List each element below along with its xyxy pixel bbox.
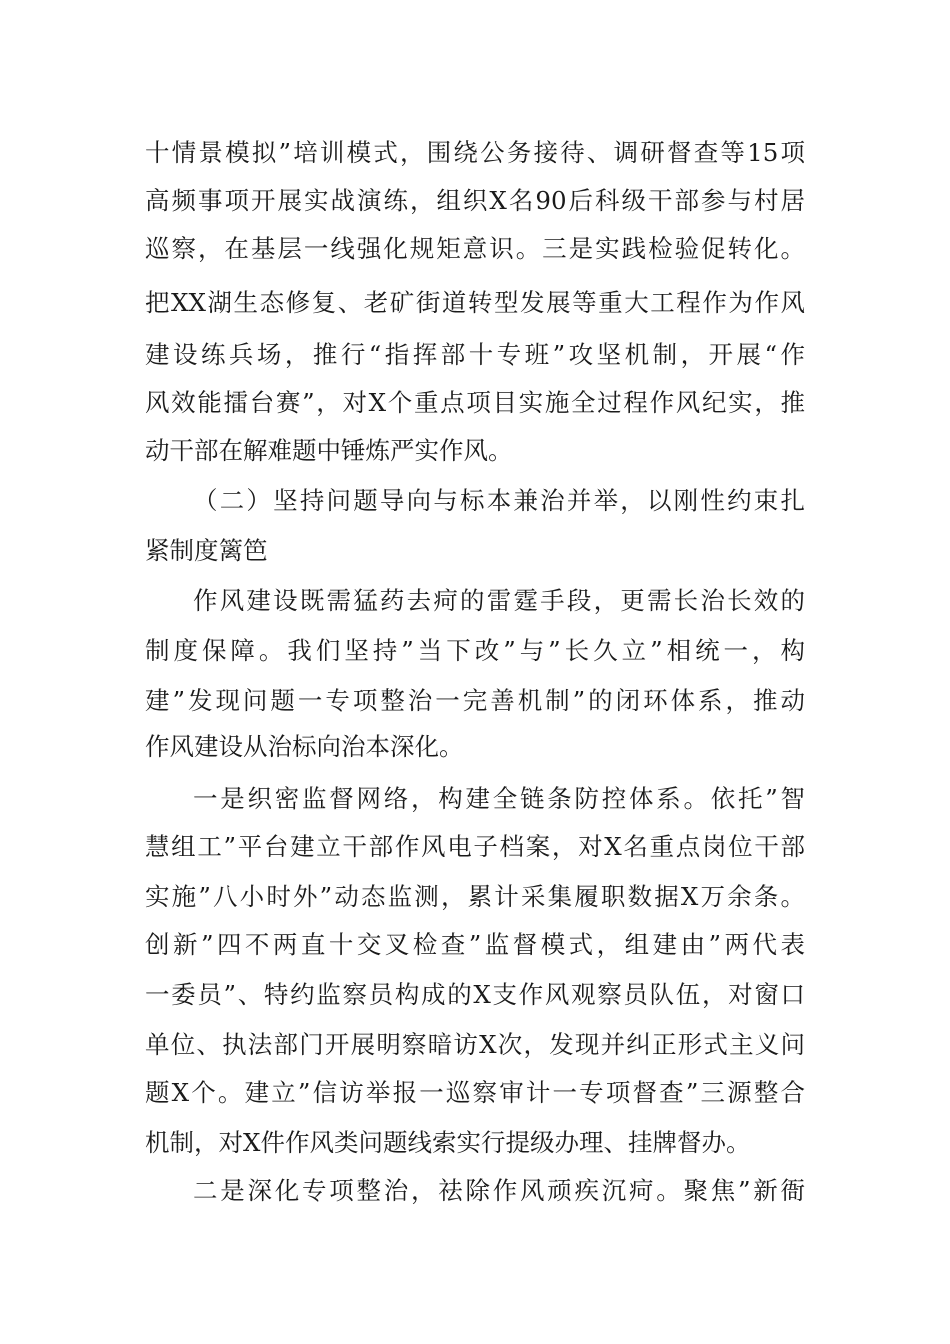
paragraph-line: 二是深化专项整治，祛除作风顽疾沉疴。聚焦”新衙	[193, 1176, 805, 1205]
paragraph-line: 把XX湖生态修复、老矿街道转型发展等重大工程作为作风	[145, 288, 805, 317]
paragraph-line: 一是织密监督网络，构建全链条防控体系。依托”智	[193, 784, 805, 813]
paragraph-line: 风效能擂台赛”，对X个重点项目实施全过程作风纪实，推	[145, 388, 805, 417]
paragraph-line: 一委员”、特约监察员构成的X支作风观察员队伍，对窗口	[145, 980, 805, 1009]
paragraph-line: 单位、执法部门开展明察暗访X次，发现并纠正形式主义问	[145, 1030, 805, 1059]
paragraph-line: 建”发现问题一专项整治一完善机制”的闭环体系，推动	[145, 686, 805, 715]
paragraph-line: 十情景模拟”培训模式，围绕公务接待、调研督查等15项	[145, 138, 805, 167]
section-heading-line: （二）坚持问题导向与标本兼治并举，以刚性约束扎	[193, 486, 805, 515]
paragraph-line: 动干部在解难题中锤炼严实作风。	[145, 436, 513, 465]
paragraph-line: 机制，对X件作风类问题线索实行提级办理、挂牌督办。	[145, 1128, 751, 1157]
paragraph-line: 题X个。建立”信访举报一巡察审计一专项督查”三源整合	[145, 1078, 805, 1107]
paragraph-line: 巡察，在基层一线强化规矩意识。三是实践检验促转化。	[145, 234, 805, 263]
paragraph-line: 创新”四不两直十交叉检查”监督模式，组建由”两代表	[145, 930, 805, 959]
paragraph-line: 慧组工”平台建立干部作风电子档案，对X名重点岗位干部	[145, 832, 805, 861]
paragraph-line: 高频事项开展实战演练，组织X名90后科级干部参与村居	[145, 186, 805, 215]
paragraph-line: 建设练兵场，推行“指挥部十专班”攻坚机制，开展“作	[145, 340, 805, 369]
paragraph-line: 作风建设从治标向治本深化。	[145, 732, 464, 761]
paragraph-line: 制度保障。我们坚持”当下改”与”长久立”相统一，构	[145, 636, 805, 665]
paragraph-line: 实施”八小时外”动态监测，累计采集履职数据X万余条。	[145, 882, 805, 911]
paragraph-line: 作风建设既需猛药去疴的雷霆手段，更需长治长效的	[193, 586, 805, 615]
section-heading-line: 紧制度篱笆	[145, 536, 268, 565]
